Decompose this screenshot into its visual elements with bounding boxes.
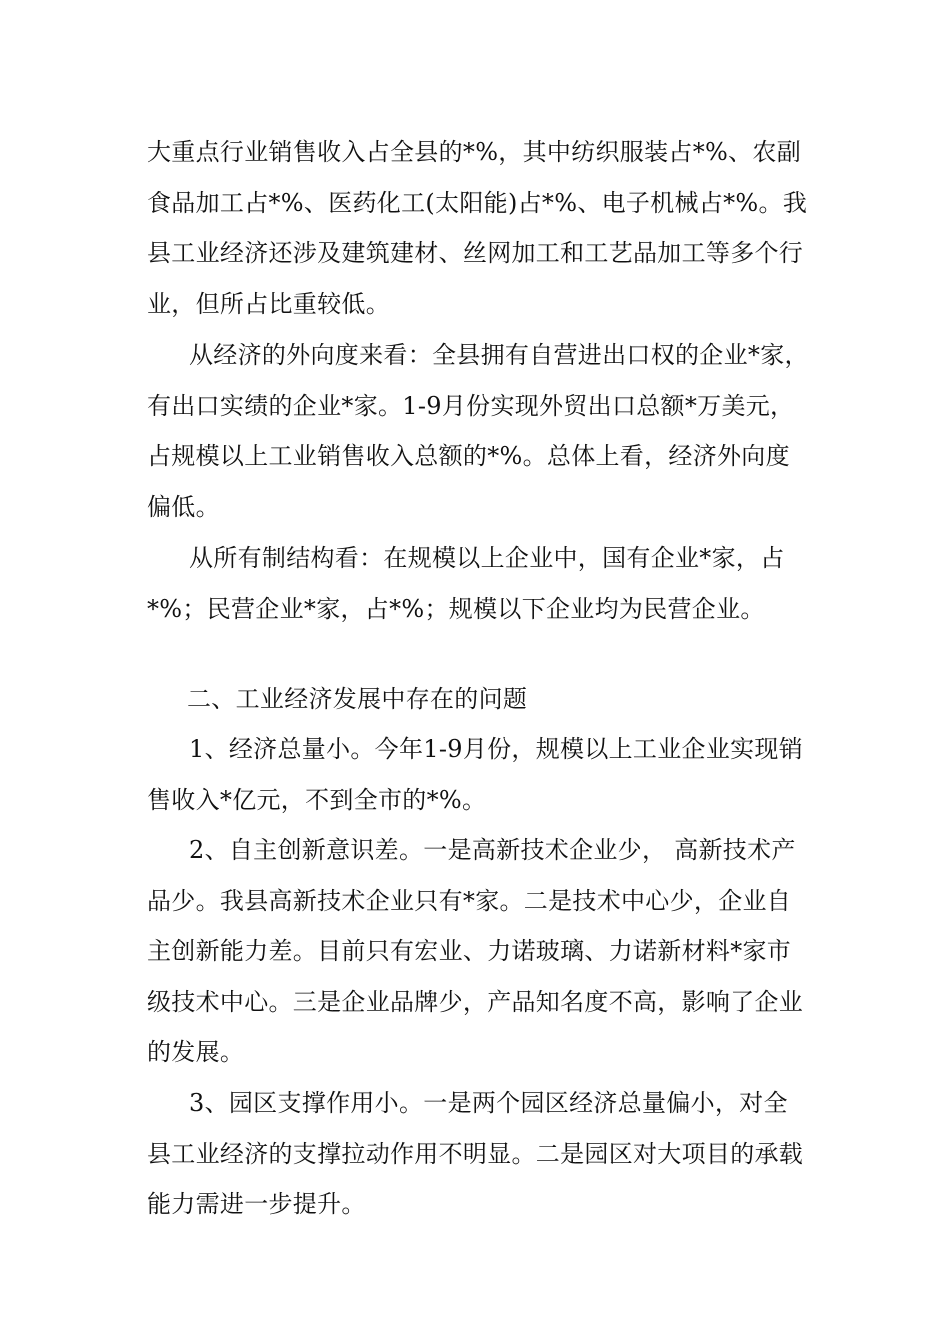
paragraph-industry-share: 大重点行业销售收入占全县的*%，其中纺织服装占*%、农副食品加工占*%、医药化工(太阳能)占*%、电子机械占*%。我县工业经济还涉及建筑建材、丝网加工和工艺品加工等多个行业，但所占比重较低。 [147,138,808,318]
paragraph-ownership-structure: 从所有制结构看：在规模以上企业中，国有企业*家，占*%；民营企业*家，占*%；规模以下企业均为民营企业。 [147,544,785,623]
problem-item-3: 3、园区支撑作用小。一是两个园区经济总量偏小，对全县工业经济的支撑拉动作用不明显。二是园区对大项目的承载能力需进一步提升。 [147,1089,804,1218]
problem-item-2: 2、自主创新意识差。一是高新技术企业少， 高新技术产品少。我县高新技术企业只有*家。二是技术中心少，企业自主创新能力差。目前只有宏业、力诺玻璃、力诺新材料*家市级技术中心。三是企业品牌少，产品知名度不高，影响了企业的发展。 [147,836,804,1066]
paragraph-export-orientation: 从经济的外向度来看：全县拥有自营进出口权的企业*家，有出口实绩的企业*家。1-9月份实现外贸出口总额*万美元，占规模以上工业销售收入总额的*%。总体上看，经济外向度偏低。 [147,341,809,521]
section-heading-problems: 二、工业经济发展中存在的问题 [187,685,528,713]
problem-item-1: 1、经济总量小。今年1-9月份，规模以上工业企业实现销售收入*亿元，不到全市的*%。 [147,735,804,814]
